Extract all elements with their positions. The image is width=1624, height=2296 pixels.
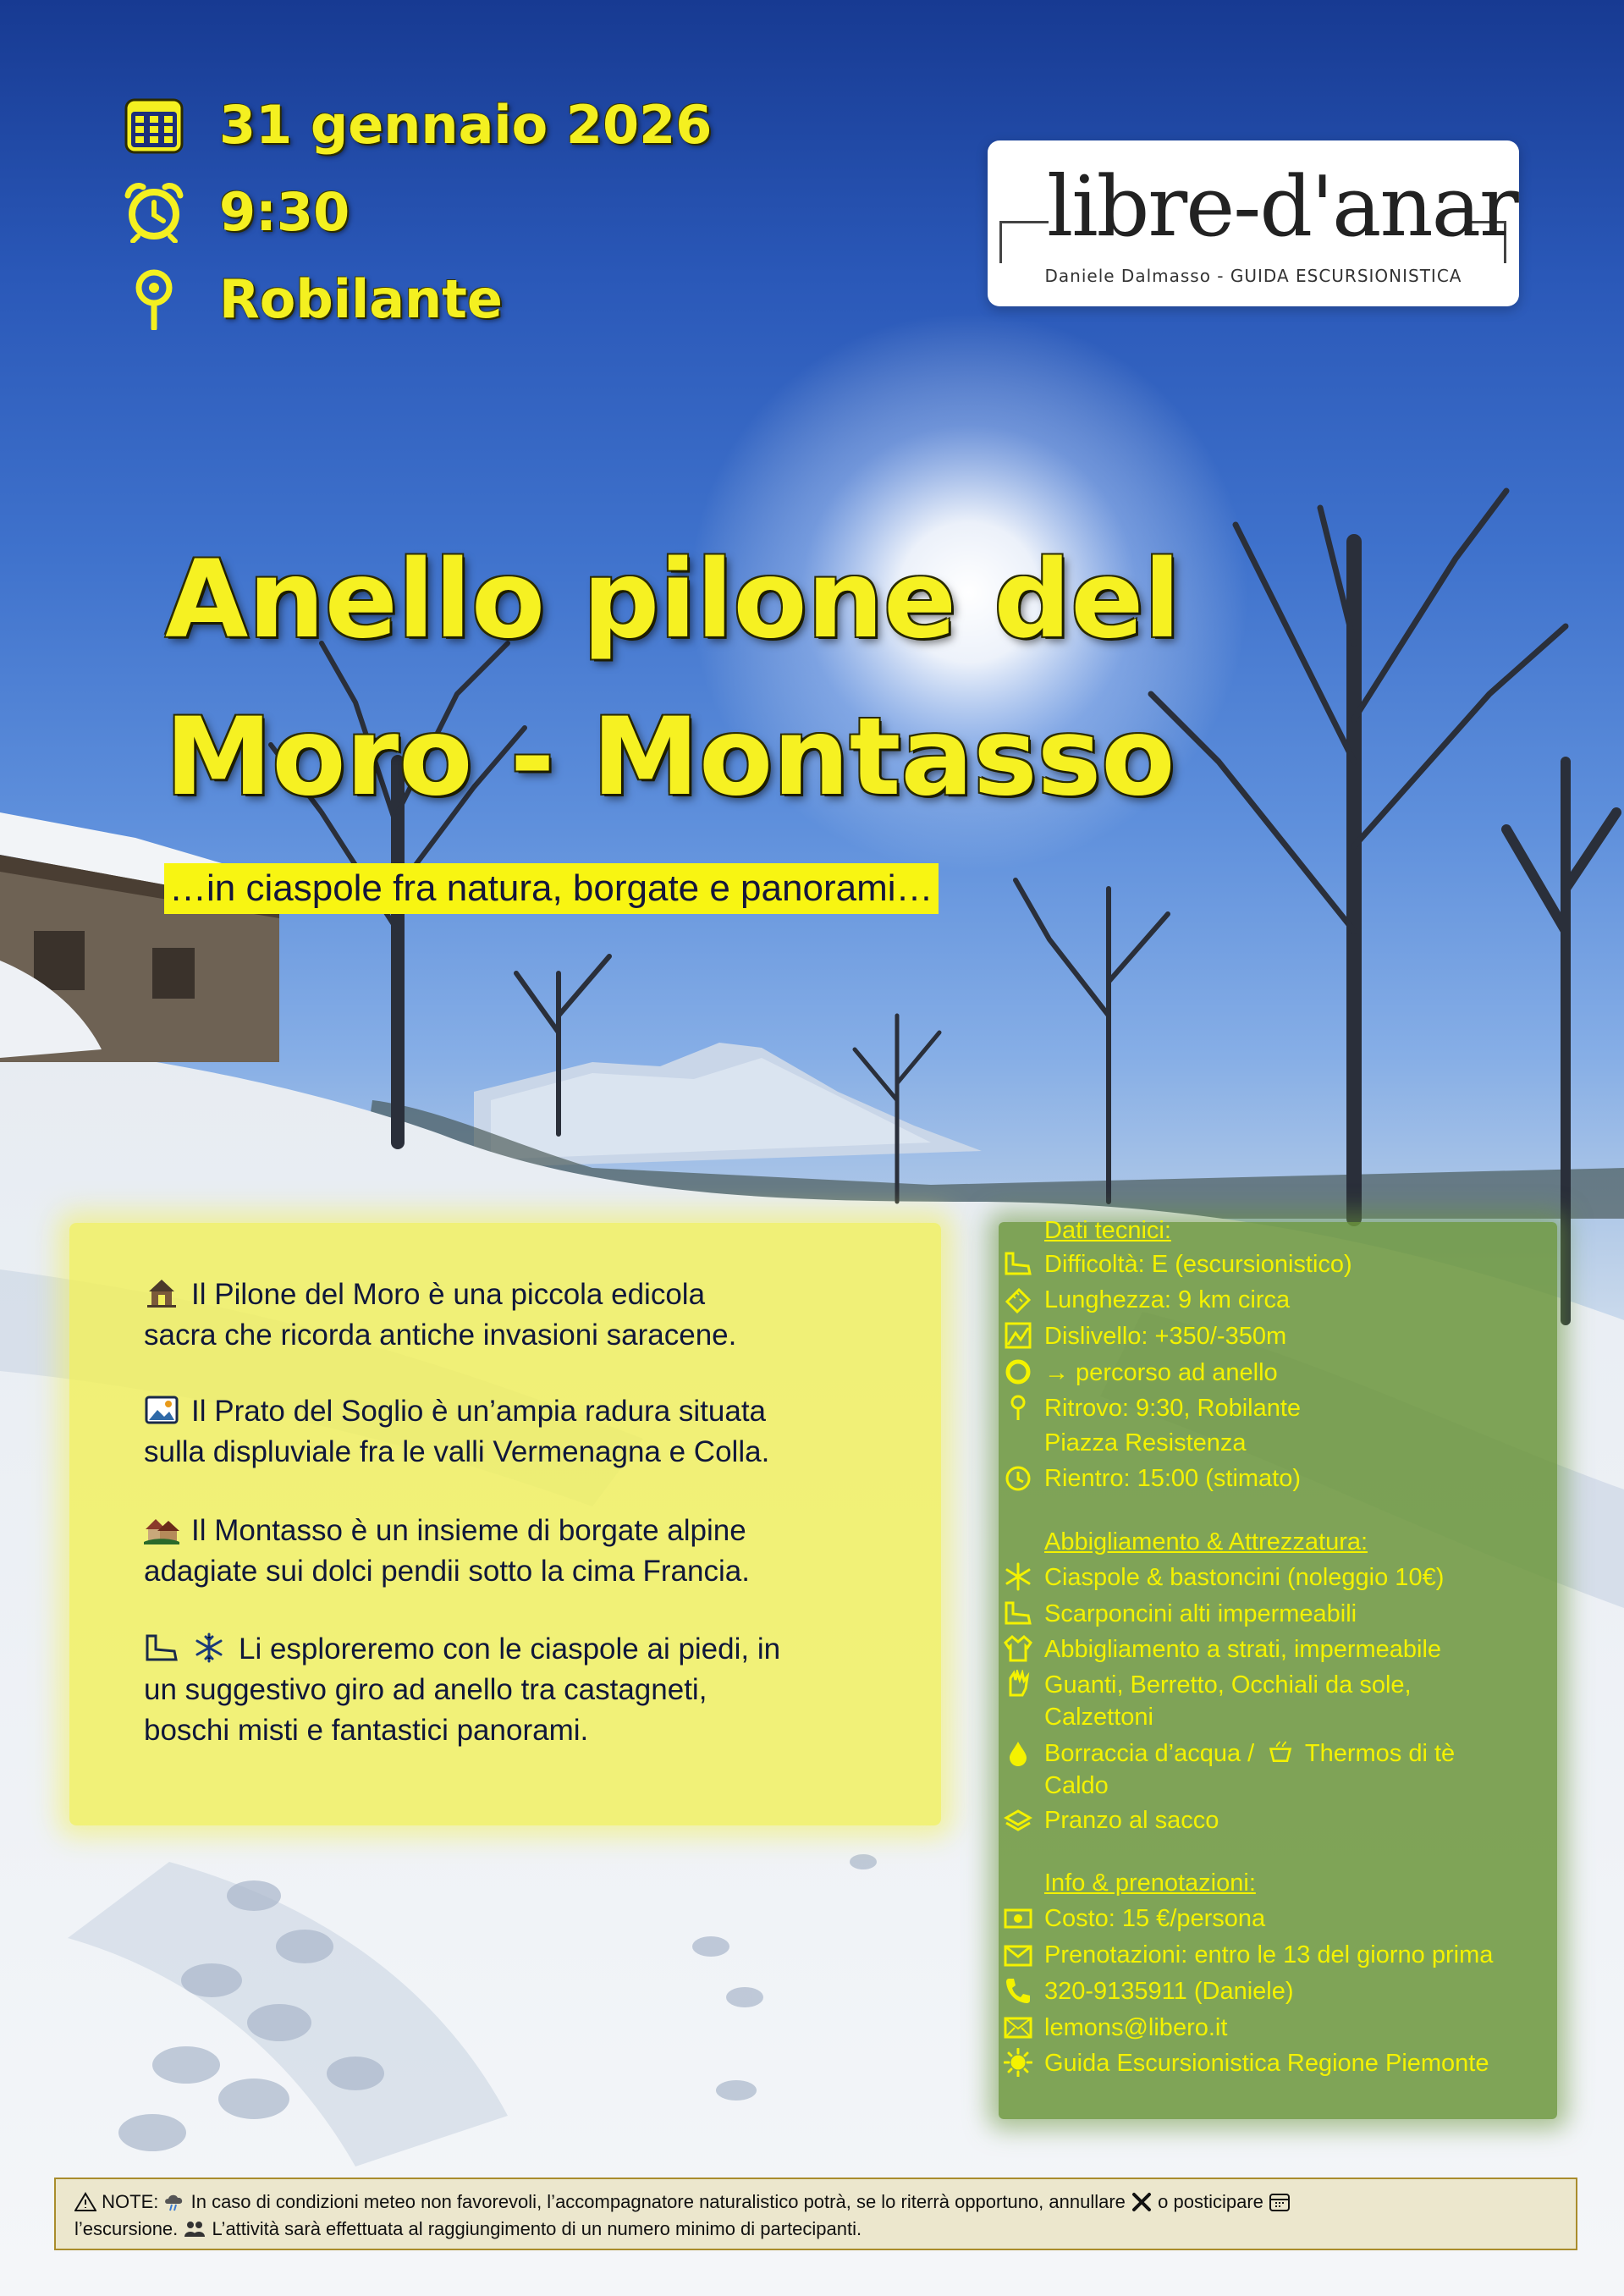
mail-icon [1004, 2012, 1032, 2041]
booking-text: Prenotazioni: entro le 13 del giorno prima [1044, 1941, 1494, 1968]
gear-item-text: Ciaspole & bastoncini (noleggio 10€) [1044, 1564, 1445, 1591]
pin-icon [1004, 1393, 1032, 1422]
gear-item-thermos: Thermos di tè [1304, 1740, 1456, 1767]
gear-item-text [1044, 1737, 1455, 1770]
description-item [144, 1511, 889, 1592]
note-line-2 [74, 2218, 862, 2240]
warning-icon [74, 2192, 96, 2212]
cross-icon [1131, 2192, 1153, 2212]
description-item [144, 1275, 889, 1356]
envelope-icon [1004, 1940, 1032, 1968]
alarm-clock-icon [123, 180, 185, 243]
description-line: Il Montasso è un insieme di borgate alpine [191, 1514, 746, 1547]
note-text-2: o posticipare [1158, 2191, 1263, 2212]
picture-icon [144, 1395, 179, 1425]
difficulty-text: Difficoltà: E (escursionistico) [1044, 1251, 1352, 1278]
logo-name: libre-d'anar [1047, 159, 1517, 256]
note-line-1 [74, 2191, 1291, 2213]
clock-icon [1004, 1464, 1032, 1493]
gear-item-text: Scarponcini alti impermeabili [1044, 1600, 1357, 1627]
note-text-3: l’escursione. [74, 2218, 179, 2239]
money-icon [1004, 1904, 1032, 1933]
ruler-icon [1004, 1285, 1032, 1313]
note-text-1: In caso di condizioni meteo non favorevoli, l’accompagnatore naturalistico potrà, se lo riterrà opportuno, annullare [190, 2191, 1126, 2212]
sandwich-icon [1004, 1806, 1032, 1835]
logo-bracket-left [999, 221, 1002, 263]
section-heading-attrezzatura: Abbigliamento & Attrezzatura: [1044, 1528, 1368, 1555]
description-line: sacra che ricorda antiche invasioni saracene. [144, 1319, 737, 1352]
storm-cloud-icon [163, 2192, 185, 2212]
snowflake-icon [191, 1633, 227, 1663]
drop-icon [1004, 1739, 1032, 1768]
description-line: boschi misti e fantastici panorami. [144, 1714, 589, 1747]
phone-text[interactable]: 320-9135911 (Daniele) [1044, 1978, 1294, 2005]
phone-icon [1004, 1976, 1032, 2005]
date-text: 31 gennaio 2026 [219, 93, 713, 156]
return-text: Rientro: 15:00 (stimato) [1044, 1465, 1302, 1492]
section-heading-dati-tecnici: Dati tecnici: [1044, 1217, 1171, 1244]
section-heading-info: Info & prenotazioni: [1044, 1869, 1256, 1897]
badge-icon [1004, 2048, 1032, 2077]
people-icon [183, 2219, 206, 2239]
note-box [54, 2178, 1577, 2250]
place-text: Robilante [219, 267, 503, 330]
elevation-text: Dislivello: +350/-350m [1044, 1323, 1287, 1350]
description-line: Il Pilone del Moro è una piccola edicola [191, 1278, 706, 1311]
gear-item-text-2: Calzettoni [1044, 1704, 1153, 1731]
shrine-icon [144, 1278, 179, 1308]
houses-icon [144, 1514, 179, 1544]
jacket-icon [1004, 1634, 1032, 1663]
loop-text: → percorso ad anello [1044, 1359, 1278, 1386]
meeting-point-text-2: Piazza Resistenza [1044, 1429, 1247, 1456]
event-place [123, 267, 503, 330]
location-pin-icon [123, 267, 185, 330]
description-line: adagiate sui dolci pendii sotto la cima Francia. [144, 1555, 750, 1588]
email-text[interactable]: lemons@libero.it [1044, 2014, 1228, 2041]
guide-text: Guida Escursionistica Regione Piemonte [1044, 2050, 1489, 2077]
description-item [144, 1391, 889, 1473]
gear-item-text: Abbigliamento a strati, impermeabile [1044, 1636, 1442, 1663]
event-date [123, 93, 712, 156]
title-line-1: Anello pilone del [165, 537, 1181, 662]
note-prefix: NOTE: [102, 2191, 159, 2212]
description-line: sulla displuviale fra le valli Vermenagna e Colla. [144, 1435, 770, 1468]
logo-subtitle: Daniele Dalmasso - GUIDA ESCURSIONISTICA [1044, 266, 1462, 286]
calendar-icon [1269, 2192, 1291, 2212]
tea-icon [1268, 1740, 1293, 1765]
title-subtitle: …in ciaspole fra natura, borgate e panorami… [164, 863, 939, 914]
elevation-icon [1004, 1321, 1032, 1350]
description-line: un suggestivo giro ad anello tra castagneti, [144, 1673, 707, 1706]
glove-icon [1004, 1670, 1032, 1699]
description-line: Il Prato del Soglio è un’ampia radura situata [191, 1395, 767, 1428]
boot-icon [1004, 1249, 1032, 1278]
length-text: Lunghezza: 9 km circa [1044, 1286, 1291, 1313]
time-text: 9:30 [219, 180, 350, 243]
description-item [144, 1629, 889, 1751]
title-line-2: Moro - Montasso [165, 694, 1175, 819]
gear-item-text-2: Caldo [1044, 1772, 1109, 1799]
calendar-icon [123, 93, 185, 156]
note-text-4: L’attività sarà effettuata al raggiungimento di un numero minimo di partecipanti. [212, 2218, 862, 2239]
meeting-point-text: Ritrovo: 9:30, Robilante [1044, 1395, 1302, 1422]
description-line: Li esploreremo con le ciaspole ai piedi, in [239, 1633, 781, 1666]
gear-item-text: Pranzo al sacco [1044, 1807, 1219, 1834]
logo-rule-left [999, 221, 1049, 223]
page-title [165, 520, 1265, 835]
cost-text: Costo: 15 €/persona [1044, 1905, 1266, 1932]
snowflake-icon [1004, 1562, 1032, 1591]
boot-icon [1004, 1599, 1032, 1627]
boot-snowflake-icon [144, 1633, 179, 1663]
logo [988, 140, 1519, 306]
gear-item-text: Guanti, Berretto, Occhiali da sole, [1044, 1671, 1412, 1699]
gear-item-water: Borraccia d’acqua / [1044, 1740, 1255, 1767]
circle-icon [1004, 1357, 1032, 1386]
event-time [123, 180, 350, 243]
